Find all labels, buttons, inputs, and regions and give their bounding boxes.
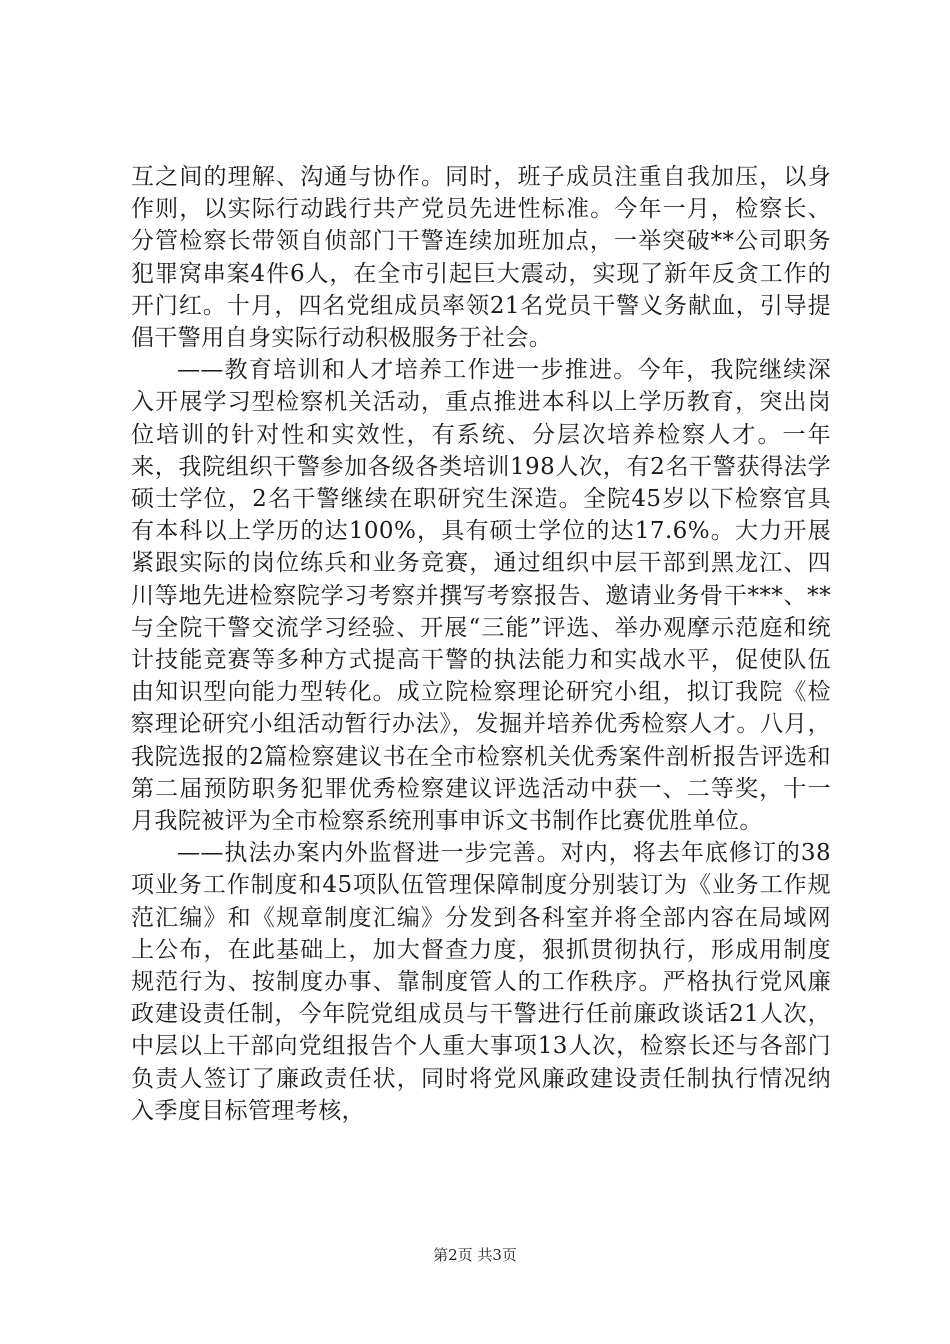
page-number-label: 第2页 共3页 bbox=[433, 1246, 517, 1264]
document-body bbox=[131, 161, 831, 1127]
page-footer bbox=[0, 1244, 950, 1265]
paragraph-supervision: ——执法办案内外监督进一步完善。对内，将去年底修订的38项业务工作制度和45项队伍管理保障制度分别装订为《业务工作规范汇编》和《规章制度汇编》分发到各科室并将全部内容在局域网上公布，在此基础上，加大督查力度，狠抓贯彻执行，形成用制度规范行为、按制度办事、靠制度管人的工作秩序。严格执行党风廉政建设责任制，今年院党组成员与干警进行任前廉政谈话21人次，中层以上干部向党组报告个人重大事项13人次，检察长还与各部门负责人签订了廉政责任状，同时将党风廉政建设责任制执行情况纳入季度目标管理考核， bbox=[131, 840, 831, 1124]
paragraph-education-training: ——教育培训和人才培养工作进一步推进。今年，我院继续深入开展学习型检察机关活动，重点推进本科以上学历教育，突出岗位培训的针对性和实效性，有系统、分层次培养检察人才。一年来，我院组织干警参加各级各类培训198人次，有2名干警获得法学硕士学位，2名干警继续在职研究生深造。全院45岁以下检察官具有本科以上学历的达100%，具有硕士学位的达17.6%。大力开展紧跟实际的岗位练兵和业务竞赛，通过组织中层干部到黑龙江、四川等地先进检察院学习考察并撰写考察报告、邀请业务骨干***、**与全院干警交流学习经验、开展“三能”评选、举办观摩示范庭和统计技能竞赛等多种方式提高干警的执法能力和实战水平，促使队伍由知识型向能力型转化。成立院检察理论研究小组，拟订我院《检察理论研究小组活动暂行办法》，发掘并培养优秀检察人才。八月，我院选报的2篇检察建议书在全市检察机关优秀案件剖析报告评选和第二届预防职务犯罪优秀检察建议评选活动中获一、二等奖，十一月我院被评为全市检察系统刑事申诉文书制作比赛优胜单位。 bbox=[131, 357, 831, 835]
paragraph-leadership: 互之间的理解、沟通与协作。同时，班子成员注重自我加压，以身作则，以实际行动践行共产党员先进性标准。今年一月，检察长、分管检察长带领自侦部门干警连续加班加点，一举突破**公司职务犯罪窝串案4件6人，在全市引起巨大震动，实现了新年反贪工作的开门红。十月，四名党组成员率领21名党员干警义务献血，引导提倡干警用自身实际行动积极服务于社会。 bbox=[131, 164, 831, 352]
